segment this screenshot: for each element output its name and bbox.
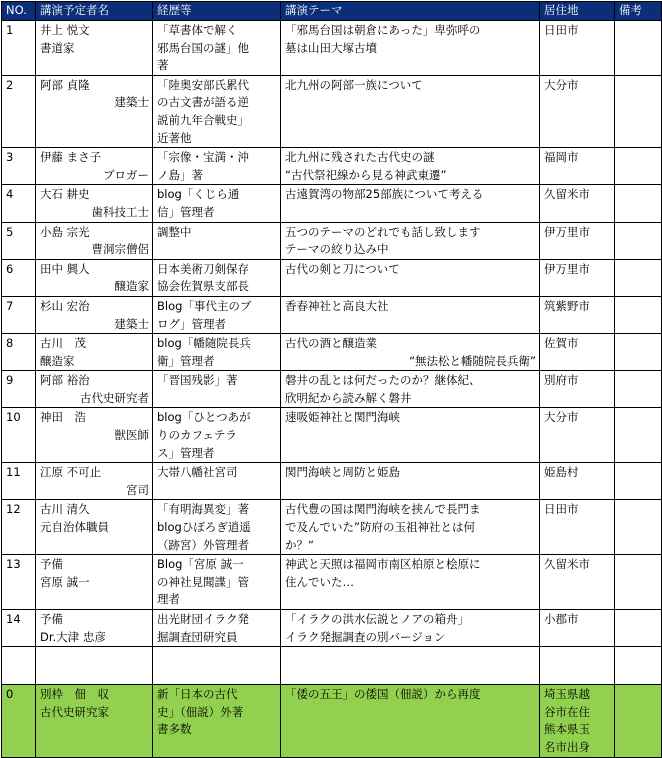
speaker-name: 神田 浩 xyxy=(40,410,86,425)
career-cell xyxy=(153,75,281,147)
career-line: 書多数 xyxy=(157,722,192,737)
theme-cell xyxy=(281,463,540,500)
theme-cell xyxy=(281,685,540,757)
residence-cell xyxy=(540,334,615,371)
speaker-role: Dr.大津 忠彦 xyxy=(40,629,106,644)
career-line: 史」（佃説）外著 xyxy=(157,704,244,719)
row-number-text: 5 xyxy=(6,224,14,239)
row-number-text: 6 xyxy=(6,261,14,276)
empty-cell xyxy=(153,647,281,685)
residence-cell xyxy=(540,21,615,76)
speaker-role: 古代史研究家 xyxy=(40,704,109,719)
career-cell xyxy=(153,185,281,222)
career-cell xyxy=(153,463,281,500)
theme-line: 五つのテーマのどれでも話し致します xyxy=(285,224,481,239)
residence-line: 日田市 xyxy=(544,23,579,37)
row-number-text: 12 xyxy=(6,502,21,517)
speaker-name: 小島 宗光 xyxy=(40,224,90,239)
header-theme: 講演テーマ xyxy=(281,2,540,21)
career-line: blogひぼろぎ逍遥 xyxy=(157,520,251,535)
speaker-cell xyxy=(36,259,153,296)
table-row xyxy=(2,555,662,610)
theme-cell xyxy=(281,610,540,647)
speaker-name: 阿部 裕治 xyxy=(40,373,90,388)
notes-cell xyxy=(615,75,662,147)
row-number-text: 4 xyxy=(6,187,14,202)
speaker-name: 江原 不可止 xyxy=(40,465,102,480)
residence-cell xyxy=(540,371,615,408)
career-line: （跡宮）外管理者 xyxy=(157,537,249,552)
speaker-cell xyxy=(36,500,153,555)
career-cell xyxy=(153,371,281,408)
theme-cell xyxy=(281,259,540,296)
career-line: 出光財団イラク発 xyxy=(157,612,249,626)
career-cell xyxy=(153,296,281,333)
notes-cell xyxy=(615,371,662,408)
notes-cell xyxy=(615,148,662,185)
speaker-name: 予備 xyxy=(40,612,63,626)
career-cell xyxy=(153,408,281,463)
career-cell xyxy=(153,148,281,185)
residence-cell xyxy=(540,555,615,610)
theme-line: で及んでいた”防府の玉祖神社とは何 xyxy=(285,520,475,535)
theme-line: 古代豊の国は関門海峡を挟んで長門ま xyxy=(285,502,481,517)
residence-line: 日田市 xyxy=(544,502,579,517)
row-number xyxy=(2,555,36,610)
row-number-text: 13 xyxy=(6,557,21,572)
row-number-text: 1 xyxy=(6,23,14,37)
theme-cell xyxy=(281,296,540,333)
speaker-role: 元自治体職員 xyxy=(40,520,109,535)
career-line: 信」管理者 xyxy=(157,204,215,219)
speaker-cell xyxy=(36,21,153,76)
theme-line: 古代の酒と醸造業 xyxy=(285,336,377,351)
theme-cell xyxy=(281,185,540,222)
residence-cell xyxy=(540,259,615,296)
theme-line: 「倭の五王」の倭国（佃説）から再度 xyxy=(285,687,481,702)
career-line: 理者 xyxy=(157,592,180,607)
speaker-role: 醸造家 xyxy=(40,353,75,368)
theme-cell xyxy=(281,555,540,610)
speaker-role: ブロガー xyxy=(103,167,149,182)
career-line: の神社見聞諜」管 xyxy=(157,574,249,589)
empty-cell xyxy=(2,647,36,685)
residence-line: 大分市 xyxy=(544,77,579,92)
speaker-cell xyxy=(36,75,153,147)
notes-cell xyxy=(615,222,662,259)
residence-line: 谷市在住 xyxy=(544,704,590,719)
speaker-name: 古川 茂 xyxy=(40,336,86,351)
residence-cell xyxy=(540,610,615,647)
residence-line: 伊万里市 xyxy=(544,261,590,276)
table-row xyxy=(2,148,662,185)
speaker-name: 伊藤 まさ子 xyxy=(40,150,102,165)
empty-cell xyxy=(36,647,153,685)
theme-line: イラク発掘調査の別バージョン xyxy=(285,629,446,644)
speaker-cell xyxy=(36,610,153,647)
theme-line: 「邪馬台国は朝倉にあった」卑弥呼の xyxy=(285,23,481,37)
career-cell xyxy=(153,334,281,371)
speaker-cell xyxy=(36,555,153,610)
theme-line: か？“ xyxy=(285,537,314,552)
row-number-text: 2 xyxy=(6,77,14,92)
row-number xyxy=(2,148,36,185)
speaker-cell xyxy=(36,463,153,500)
theme-cell xyxy=(281,222,540,259)
career-line: ログ」管理者 xyxy=(157,316,226,331)
row-number xyxy=(2,463,36,500)
notes-cell xyxy=(615,185,662,222)
career-line: 説前九年合戦史」 xyxy=(157,112,249,127)
career-line: 「晋国残影」著 xyxy=(157,373,238,388)
residence-line: 小郡市 xyxy=(544,612,579,626)
header-no: NO. xyxy=(2,2,36,21)
lecture-speaker-table xyxy=(1,1,662,758)
row-number-text: 11 xyxy=(6,465,21,480)
table-row xyxy=(2,296,662,333)
theme-line: “無法松と幡随院長兵衛” xyxy=(409,353,536,368)
residence-cell xyxy=(540,296,615,333)
residence-cell xyxy=(540,185,615,222)
career-cell xyxy=(153,259,281,296)
theme-cell xyxy=(281,21,540,76)
theme-line: 北九州の阿部一族について xyxy=(285,77,423,92)
speaker-name: 大石 耕史 xyxy=(40,187,90,202)
speaker-name: 田中 興人 xyxy=(40,261,90,276)
table-row xyxy=(2,222,662,259)
speaker-cell xyxy=(36,185,153,222)
theme-cell xyxy=(281,75,540,147)
speaker-cell xyxy=(36,222,153,259)
speaker-cell xyxy=(36,685,153,757)
speaker-name: 杉山 宏治 xyxy=(40,298,90,313)
speaker-name: 阿部 貞隆 xyxy=(40,77,90,92)
table-row xyxy=(2,685,662,757)
speaker-role: 宮原 誠一 xyxy=(40,574,90,589)
header-notes: 備考 xyxy=(615,2,662,21)
row-number xyxy=(2,500,36,555)
residence-line: 福岡市 xyxy=(544,150,579,165)
header-career: 経歴等 xyxy=(153,2,281,21)
career-line: Blog「事代主のブ xyxy=(157,298,252,313)
theme-line: 速吸姫神社と関門海峡 xyxy=(285,410,400,425)
table-row xyxy=(2,185,662,222)
notes-cell xyxy=(615,500,662,555)
career-line: 掘調査団研究員 xyxy=(157,629,238,644)
row-number xyxy=(2,408,36,463)
residence-line: 佐賀市 xyxy=(544,336,579,351)
row-number xyxy=(2,21,36,76)
header-speaker: 講演予定者名 xyxy=(36,2,153,21)
theme-line: 墓は山田大塚古墳 xyxy=(285,40,377,55)
career-line: の古文書が語る逆 xyxy=(157,95,249,110)
residence-cell xyxy=(540,148,615,185)
row-number-text: 0 xyxy=(6,687,14,702)
notes-cell xyxy=(615,259,662,296)
speaker-role: 醸造家 xyxy=(114,279,149,294)
theme-cell xyxy=(281,408,540,463)
speaker-role: 建築士 xyxy=(114,316,149,331)
theme-cell xyxy=(281,500,540,555)
residence-cell xyxy=(540,408,615,463)
theme-line: 神武と天照は福岡市南区柏原と桧原に xyxy=(285,557,481,572)
notes-cell xyxy=(615,296,662,333)
career-line: 邪馬台国の謎」他 xyxy=(157,40,249,55)
row-number xyxy=(2,185,36,222)
theme-line: 北九州に残された古代史の謎 xyxy=(285,150,435,165)
career-line: ス」管理者 xyxy=(157,445,215,460)
career-cell xyxy=(153,555,281,610)
residence-line: 筑紫野市 xyxy=(544,298,590,313)
career-line: 日本美術刀剣保存 xyxy=(157,261,249,276)
row-number-text: 10 xyxy=(6,410,21,425)
career-line: 「宗像・宝満・沖 xyxy=(157,150,249,165)
career-cell xyxy=(153,685,281,757)
speaker-cell xyxy=(36,148,153,185)
residence-cell xyxy=(540,685,615,757)
row-number-text: 9 xyxy=(6,373,14,388)
career-line: 「草書体で解く xyxy=(157,23,238,37)
residence-cell xyxy=(540,75,615,147)
empty-cell xyxy=(281,647,540,685)
career-line: blog「ひとつあが xyxy=(157,410,251,425)
career-line: 衛」管理者 xyxy=(157,353,215,368)
table-row xyxy=(2,610,662,647)
row-number-text: 7 xyxy=(6,298,14,313)
table-row xyxy=(2,500,662,555)
speaker-name: 予備 xyxy=(40,557,63,572)
header-row xyxy=(2,2,662,21)
row-number xyxy=(2,610,36,647)
speaker-name: 井上 悦文 xyxy=(40,23,90,37)
career-line: 大帯八幡社宮司 xyxy=(157,465,238,480)
theme-line: 古遠賀湾の物部25部族について考える xyxy=(285,187,484,202)
notes-cell xyxy=(615,21,662,76)
speaker-role: 書道家 xyxy=(40,40,75,55)
speaker-cell xyxy=(36,334,153,371)
theme-line: “古代祭祀線から見る神武東遷” xyxy=(285,167,447,182)
residence-line: 久留米市 xyxy=(544,187,590,202)
table-row xyxy=(2,21,662,76)
career-line: Blog「宮原 誠一 xyxy=(157,557,244,572)
theme-line: 磐井の乱とは何だったのか？継体紀、 xyxy=(285,373,481,388)
career-cell xyxy=(153,610,281,647)
speaker-name: 古川 清久 xyxy=(40,502,90,517)
table-row xyxy=(2,408,662,463)
row-number xyxy=(2,685,36,757)
career-line: 協会佐賀県支部長 xyxy=(157,279,249,294)
speaker-cell xyxy=(36,408,153,463)
speaker-role: 歯科技工士 xyxy=(91,204,149,219)
table-row xyxy=(2,75,662,147)
empty-cell xyxy=(615,647,662,685)
residence-line: 別府市 xyxy=(544,373,579,388)
career-line: 「有明海異変」著 xyxy=(157,502,249,517)
career-cell xyxy=(153,21,281,76)
notes-cell xyxy=(615,685,662,757)
career-line: 「陸奥安部氏累代 xyxy=(157,77,249,92)
career-line: 著 xyxy=(157,58,169,73)
residence-cell xyxy=(540,500,615,555)
notes-cell xyxy=(615,334,662,371)
speaker-role: 宮司 xyxy=(126,482,149,497)
notes-cell xyxy=(615,408,662,463)
theme-line: 関門海峡と周防と姫島 xyxy=(285,465,400,480)
career-line: りのカフェテラ xyxy=(157,428,237,443)
speaker-cell xyxy=(36,296,153,333)
theme-line: 住んでいた… xyxy=(285,574,354,589)
theme-line: 香春神社と高良大社 xyxy=(285,298,389,313)
career-line: blog「幡随院長兵 xyxy=(157,336,251,351)
table-row xyxy=(2,463,662,500)
theme-line: 古代の剣と刀について xyxy=(285,261,400,276)
residence-line: 名市出身 xyxy=(544,739,590,754)
table-row xyxy=(2,259,662,296)
table-row xyxy=(2,334,662,371)
career-cell xyxy=(153,500,281,555)
row-number-text: 3 xyxy=(6,150,14,165)
career-line: ノ島」著 xyxy=(157,167,203,182)
theme-cell xyxy=(281,148,540,185)
table-row xyxy=(2,371,662,408)
notes-cell xyxy=(615,610,662,647)
row-number xyxy=(2,334,36,371)
theme-cell xyxy=(281,334,540,371)
residence-cell xyxy=(540,463,615,500)
theme-line: 「イラクの洪水伝説とノアの箱舟」 xyxy=(285,612,469,626)
speaker-role: 曹洞宗僧侶 xyxy=(91,242,149,257)
row-number xyxy=(2,296,36,333)
theme-line: テーマの絞り込み中 xyxy=(285,242,389,257)
theme-cell xyxy=(281,371,540,408)
residence-line: 久留米市 xyxy=(544,557,590,572)
speaker-role: 建築士 xyxy=(114,95,149,110)
blank-row xyxy=(2,647,662,685)
empty-cell xyxy=(540,647,615,685)
career-line: 近著他 xyxy=(157,130,192,145)
speaker-role: 古代史研究者 xyxy=(80,390,149,405)
theme-line: 欣明紀から読み解く磐井 xyxy=(285,390,412,405)
table-body xyxy=(2,21,662,758)
row-number-text: 14 xyxy=(6,612,21,626)
residence-line: 大分市 xyxy=(544,410,579,425)
residence-line: 埼玉県越 xyxy=(544,687,590,702)
notes-cell xyxy=(615,555,662,610)
residence-line: 姫島村 xyxy=(544,465,579,480)
notes-cell xyxy=(615,463,662,500)
residence-line: 伊万里市 xyxy=(544,224,590,239)
career-line: blog「くじら通 xyxy=(157,187,240,202)
row-number xyxy=(2,259,36,296)
residence-cell xyxy=(540,222,615,259)
career-cell xyxy=(153,222,281,259)
residence-line: 熊本県玉 xyxy=(544,722,590,737)
row-number xyxy=(2,75,36,147)
header-residence: 居住地 xyxy=(540,2,615,21)
speaker-name: 別枠 佃 収 xyxy=(40,687,109,702)
row-number xyxy=(2,222,36,259)
career-line: 新「日本の古代 xyxy=(157,687,238,702)
row-number-text: 8 xyxy=(6,336,14,351)
speaker-cell xyxy=(36,371,153,408)
career-line: 調整中 xyxy=(157,224,192,239)
row-number xyxy=(2,371,36,408)
speaker-role: 獣医師 xyxy=(114,428,149,443)
